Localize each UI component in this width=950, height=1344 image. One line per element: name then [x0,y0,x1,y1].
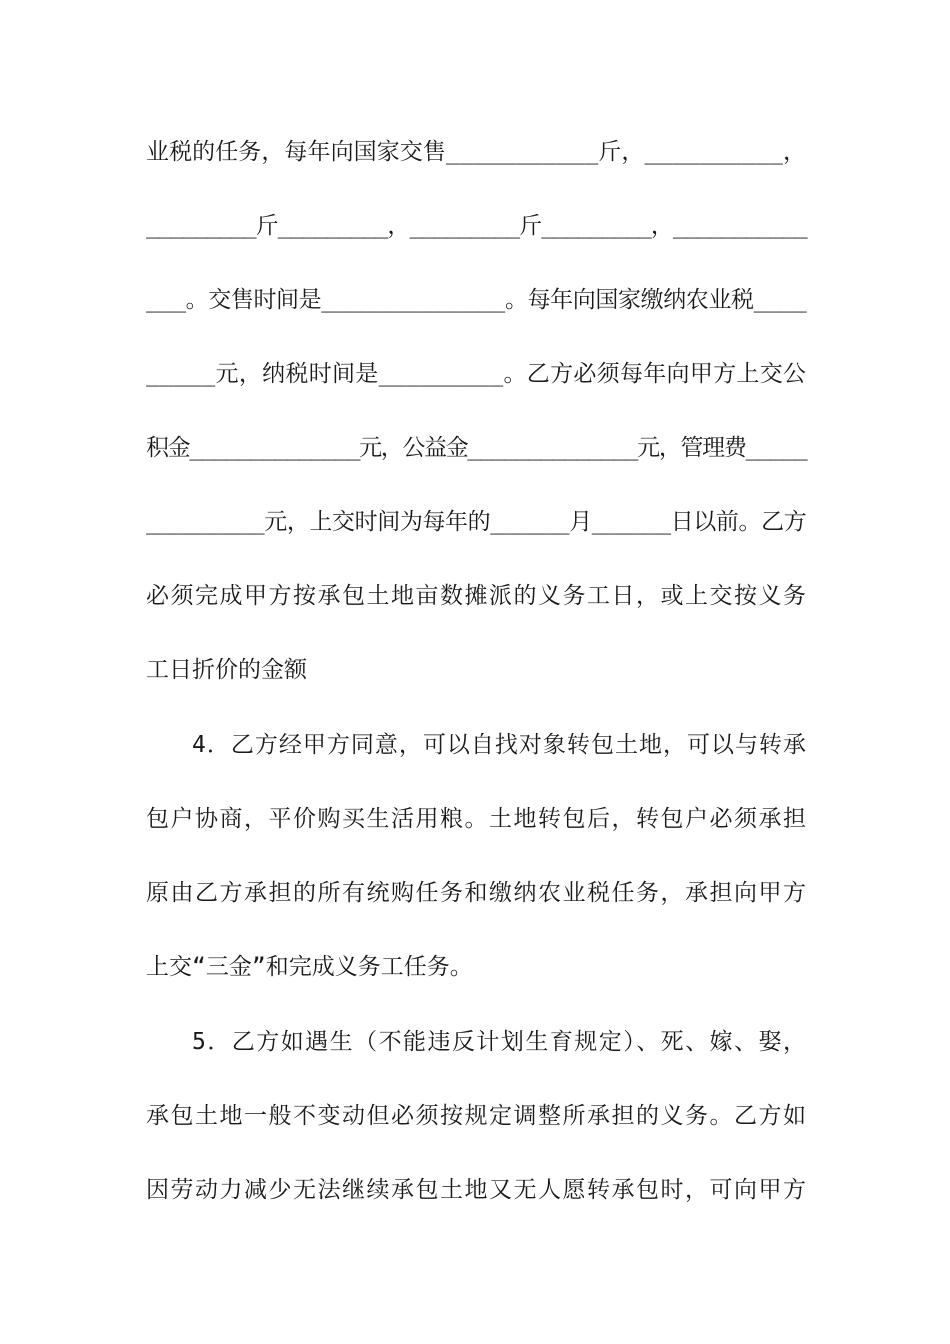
text-line: 包户协商，平价购买生活用粮。土地转包后，转包户必须承担 [146,806,806,832]
text-line: 工日折价的金额 [146,657,307,683]
text-line: _________元，上交时间为每年的______月______日以前。乙方 [146,509,806,535]
text-line: 原由乙方承担的所有统购任务和缴纳农业税任务，承担向甲方 [146,880,806,906]
text-line: _________斤_________，_________斤_________，___________ [146,213,806,239]
text-line: 必须完成甲方按承包土地亩数摊派的义务工日，或上交按义务 [146,583,806,609]
text-line: 因劳动力减少无法继续承包土地又无人愿转承包时，可向甲方 [146,1177,806,1203]
text-line: 积金______________元，公益金______________元，管理费_____ [146,435,806,461]
text-line: 业税的任务，每年向国家交售___________斤，__________， [146,139,806,165]
paragraph-4-first-line: 4．乙方经甲方同意，可以自找对象转包土地，可以与转承 [192,732,806,758]
text-line: ___。交售时间是______________。每年向国家缴纳农业税____ [146,287,806,313]
text-line: 上交“三金”和完成义务工任务。 [146,954,473,980]
text-line: 承包土地一般不变动但必须按规定调整所承担的义务。乙方如 [146,1103,806,1129]
text-line: _____元，纳税时间是_________。乙方必须每年向甲方上交公 [146,361,806,387]
paragraph-5-first-line: 5．乙方如遇生（不能违反计划生育规定）、死、嫁、娶， [192,1029,806,1055]
